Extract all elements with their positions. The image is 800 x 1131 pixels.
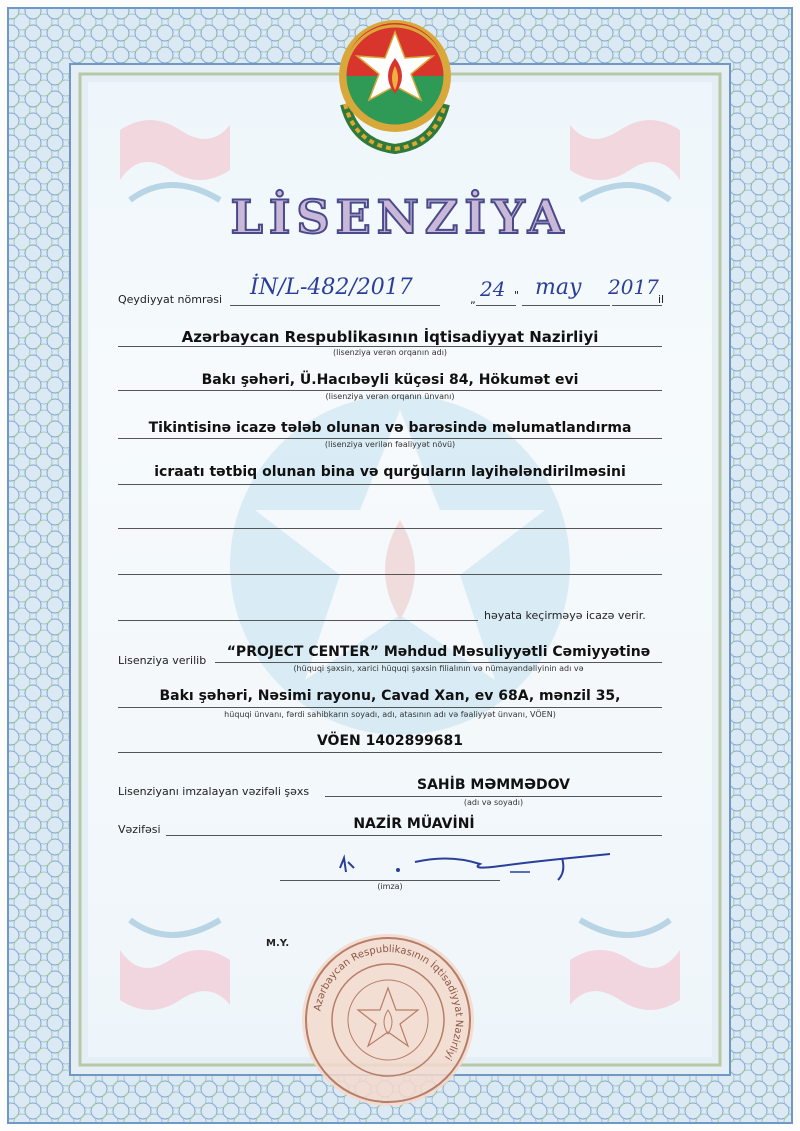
issuer-name: Azərbaycan Respublikasının İqtisadiyyat Nazirliyi xyxy=(181,328,599,346)
holder-address-caption: hüquqi ünvanı, fərdi sahibkarın soyadı, adı, atasının adı və fəaliyyət ünvanı, VÖEN) xyxy=(224,710,556,719)
issuer-caption: (lisenziya verən orqanın adı) xyxy=(332,348,448,357)
date-year: 2017 xyxy=(608,275,659,299)
document-title: LİSENZİYA xyxy=(230,190,570,244)
date-day: 24 xyxy=(480,277,506,301)
issued-to-label: Lisenziya verilib xyxy=(118,654,207,667)
date-month: may xyxy=(535,275,582,300)
coat-of-arms-emblem xyxy=(325,14,465,154)
date-quote-open: „ xyxy=(470,293,476,306)
corner-ornament xyxy=(560,880,690,1020)
signature-caption: (imza) xyxy=(377,882,403,891)
holder-address: Bakı şəhəri, Nəsimi rayonu, Cavad Xan, ev 68A, mənzil 35, xyxy=(159,688,621,704)
position-value: NAZİR MÜAVİNİ xyxy=(353,816,475,832)
corner-ornament xyxy=(110,880,240,1020)
registration-number-label: Qeydiyyat nömrəsi xyxy=(118,293,223,306)
position-label: Vəzifəsi xyxy=(118,823,161,836)
signer-label: Lisenziyanı imzalayan vəzifəli şəxs xyxy=(118,785,310,798)
issuer-address: Bakı şəhəri, Ü.Hacıbəyli küçəsi 84, Hökumət evi xyxy=(201,372,579,388)
date-quote-close: " xyxy=(514,289,520,302)
activity-line-1: Tikintisinə icazə tələb olunan və barəsində məlumatlandırma xyxy=(148,420,632,436)
signer-caption: (adı və soyadı) xyxy=(463,798,524,807)
official-stamp xyxy=(298,930,478,1110)
activity-caption: (lisenziya verilən fəaliyyət növü) xyxy=(324,440,456,449)
signer-name: SAHİB MƏMMƏDOV xyxy=(417,777,570,793)
permit-text: həyata keçirməyə icazə verir. xyxy=(484,609,646,622)
date-suffix: il xyxy=(658,293,665,306)
seal-label: M.Y. xyxy=(266,938,290,949)
voen-number: VÖEN 1402899681 xyxy=(316,733,464,749)
issued-to-name: “PROJECT CENTER” Məhdud Məsuliyyətli Cəmiyyətinə xyxy=(226,644,651,660)
seal-text: Azərbaycan Respublikasının İqtisadiyyat Nazirliyi xyxy=(312,943,465,1062)
issued-to-caption: (hüquqi şəxsin, xarici hüquqi şəxsin filialının və nümayəndəliyinin adı və xyxy=(293,664,584,673)
activity-line-2: icraatı tətbiq olunan bina və qurğuların layihələndirilməsini xyxy=(154,464,626,480)
issuer-address-caption: (lisenziya verən orqanın ünvanı) xyxy=(325,392,455,401)
registration-number: İN/L-482/2017 xyxy=(250,275,413,300)
